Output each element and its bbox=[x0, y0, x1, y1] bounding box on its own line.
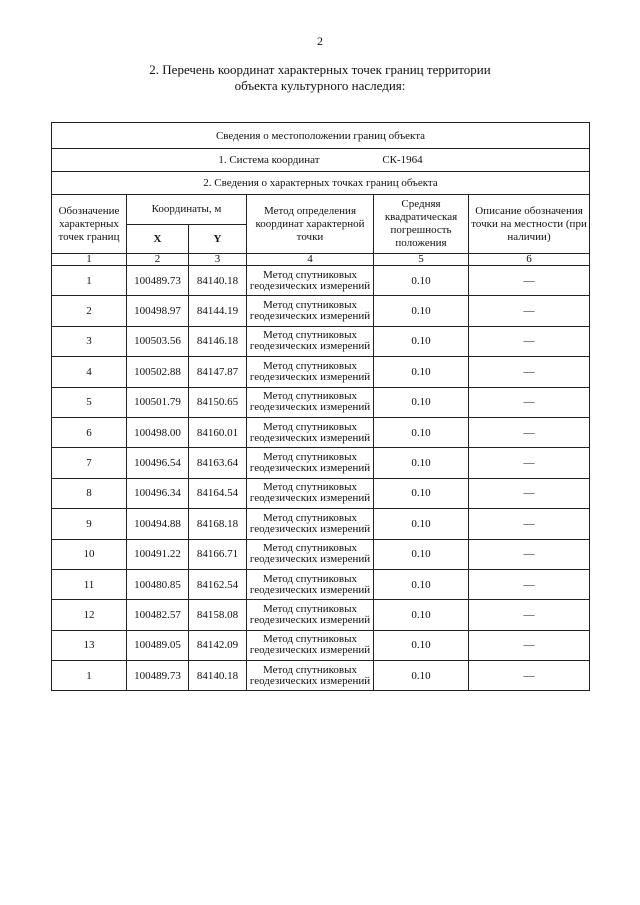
description-cell: — bbox=[469, 600, 590, 630]
x-cell: 100496.34 bbox=[127, 478, 189, 508]
table-row bbox=[52, 387, 590, 417]
description-cell: — bbox=[469, 661, 590, 691]
x-cell: 100496.54 bbox=[127, 448, 189, 478]
column-number: 1 bbox=[52, 254, 127, 266]
error-cell: 0.10 bbox=[374, 296, 469, 326]
document-heading bbox=[0, 62, 640, 94]
x-cell: 100494.88 bbox=[127, 509, 189, 539]
header-method: Метод определения координат характерной точки bbox=[247, 195, 374, 254]
method-cell: Метод спутниковых геодезических измерений bbox=[247, 539, 374, 569]
page-number: 2 bbox=[317, 34, 323, 48]
header-coordinates: Координаты, м bbox=[127, 195, 247, 225]
error-cell: 0.10 bbox=[374, 448, 469, 478]
method-cell: Метод спутниковых геодезических измерений bbox=[247, 296, 374, 326]
x-cell: 100489.05 bbox=[127, 630, 189, 660]
error-cell: 0.10 bbox=[374, 569, 469, 599]
error-cell: 0.10 bbox=[374, 417, 469, 447]
header-x: X bbox=[127, 225, 189, 254]
coordinates-table bbox=[51, 122, 590, 691]
x-cell: 100491.22 bbox=[127, 539, 189, 569]
header-row-1 bbox=[52, 195, 590, 225]
table-row bbox=[52, 661, 590, 691]
description-cell: — bbox=[469, 569, 590, 599]
x-cell: 100480.85 bbox=[127, 569, 189, 599]
description-cell: — bbox=[469, 417, 590, 447]
y-cell: 84142.09 bbox=[189, 630, 247, 660]
y-cell: 84160.01 bbox=[189, 417, 247, 447]
method-cell: Метод спутниковых геодезических измерений bbox=[247, 661, 374, 691]
table-row bbox=[52, 326, 590, 356]
heading-line-2: объекта культурного наследия: bbox=[234, 78, 406, 93]
point-cell: 5 bbox=[52, 387, 127, 417]
x-cell: 100498.97 bbox=[127, 296, 189, 326]
table-row bbox=[52, 266, 590, 296]
point-cell: 2 bbox=[52, 296, 127, 326]
error-cell: 0.10 bbox=[374, 266, 469, 296]
description-cell: — bbox=[469, 387, 590, 417]
table-row bbox=[52, 296, 590, 326]
method-cell: Метод спутниковых геодезических измерений bbox=[247, 569, 374, 599]
points-section-row bbox=[52, 172, 590, 195]
table-row bbox=[52, 417, 590, 447]
y-cell: 84144.19 bbox=[189, 296, 247, 326]
description-cell: — bbox=[469, 539, 590, 569]
y-cell: 84147.87 bbox=[189, 357, 247, 387]
error-cell: 0.10 bbox=[374, 509, 469, 539]
table-row bbox=[52, 357, 590, 387]
y-cell: 84140.18 bbox=[189, 266, 247, 296]
table-row bbox=[52, 539, 590, 569]
method-cell: Метод спутниковых геодезических измерений bbox=[247, 509, 374, 539]
y-cell: 84166.71 bbox=[189, 539, 247, 569]
y-cell: 84164.54 bbox=[189, 478, 247, 508]
header-y: Y bbox=[189, 225, 247, 254]
table-row bbox=[52, 600, 590, 630]
header-error: Средняя квадратическая погрешность положения bbox=[374, 195, 469, 254]
description-cell: — bbox=[469, 509, 590, 539]
y-cell: 84158.08 bbox=[189, 600, 247, 630]
error-cell: 0.10 bbox=[374, 357, 469, 387]
x-cell: 100489.73 bbox=[127, 266, 189, 296]
point-cell: 6 bbox=[52, 417, 127, 447]
description-cell: — bbox=[469, 296, 590, 326]
coordinate-system-value: СК-1964 bbox=[382, 154, 423, 166]
x-cell: 100501.79 bbox=[127, 387, 189, 417]
description-cell: — bbox=[469, 630, 590, 660]
description-cell: — bbox=[469, 266, 590, 296]
point-cell: 10 bbox=[52, 539, 127, 569]
column-number: 4 bbox=[247, 254, 374, 266]
error-cell: 0.10 bbox=[374, 478, 469, 508]
table-row bbox=[52, 478, 590, 508]
column-number-row bbox=[52, 254, 590, 266]
point-cell: 13 bbox=[52, 630, 127, 660]
error-cell: 0.10 bbox=[374, 600, 469, 630]
table-row bbox=[52, 509, 590, 539]
column-number: 3 bbox=[189, 254, 247, 266]
x-cell: 100498.00 bbox=[127, 417, 189, 447]
error-cell: 0.10 bbox=[374, 539, 469, 569]
point-cell: 1 bbox=[52, 661, 127, 691]
header-designation: Обозначение характерных точек границ bbox=[52, 195, 127, 254]
y-cell: 84163.64 bbox=[189, 448, 247, 478]
method-cell: Метод спутниковых геодезических измерений bbox=[247, 326, 374, 356]
description-cell: — bbox=[469, 448, 590, 478]
point-cell: 9 bbox=[52, 509, 127, 539]
x-cell: 100502.88 bbox=[127, 357, 189, 387]
table-title: Сведения о местоположении границ объекта bbox=[52, 123, 590, 149]
point-cell: 3 bbox=[52, 326, 127, 356]
method-cell: Метод спутниковых геодезических измерений bbox=[247, 600, 374, 630]
heading-line-1: 2. Перечень координат характерных точек границ территории bbox=[149, 62, 491, 77]
description-cell: — bbox=[469, 326, 590, 356]
method-cell: Метод спутниковых геодезических измерений bbox=[247, 630, 374, 660]
table-row bbox=[52, 630, 590, 660]
point-cell: 8 bbox=[52, 478, 127, 508]
method-cell: Метод спутниковых геодезических измерений bbox=[247, 357, 374, 387]
description-cell: — bbox=[469, 478, 590, 508]
y-cell: 84162.54 bbox=[189, 569, 247, 599]
y-cell: 84146.18 bbox=[189, 326, 247, 356]
error-cell: 0.10 bbox=[374, 387, 469, 417]
header-description: Описание обозначения точки на местности (при наличии) bbox=[469, 195, 590, 254]
coordinate-system-row bbox=[52, 149, 590, 172]
y-cell: 84150.65 bbox=[189, 387, 247, 417]
method-cell: Метод спутниковых геодезических измерений bbox=[247, 266, 374, 296]
table-row bbox=[52, 569, 590, 599]
y-cell: 84140.18 bbox=[189, 661, 247, 691]
table-row bbox=[52, 448, 590, 478]
point-cell: 12 bbox=[52, 600, 127, 630]
points-section-label: 2. Сведения о характерных точках границ объекта bbox=[52, 172, 590, 195]
x-cell: 100489.73 bbox=[127, 661, 189, 691]
description-cell: — bbox=[469, 357, 590, 387]
method-cell: Метод спутниковых геодезических измерений bbox=[247, 387, 374, 417]
x-cell: 100503.56 bbox=[127, 326, 189, 356]
point-cell: 1 bbox=[52, 266, 127, 296]
point-cell: 11 bbox=[52, 569, 127, 599]
table-body bbox=[52, 266, 590, 691]
method-cell: Метод спутниковых геодезических измерений bbox=[247, 417, 374, 447]
point-cell: 7 bbox=[52, 448, 127, 478]
error-cell: 0.10 bbox=[374, 661, 469, 691]
error-cell: 0.10 bbox=[374, 630, 469, 660]
column-number: 5 bbox=[374, 254, 469, 266]
error-cell: 0.10 bbox=[374, 326, 469, 356]
method-cell: Метод спутниковых геодезических измерений bbox=[247, 448, 374, 478]
method-cell: Метод спутниковых геодезических измерений bbox=[247, 478, 374, 508]
coordinate-system-label: 1. Система координат bbox=[218, 154, 320, 166]
table-title-row bbox=[52, 123, 590, 149]
column-number: 2 bbox=[127, 254, 189, 266]
x-cell: 100482.57 bbox=[127, 600, 189, 630]
y-cell: 84168.18 bbox=[189, 509, 247, 539]
column-number: 6 bbox=[469, 254, 590, 266]
point-cell: 4 bbox=[52, 357, 127, 387]
